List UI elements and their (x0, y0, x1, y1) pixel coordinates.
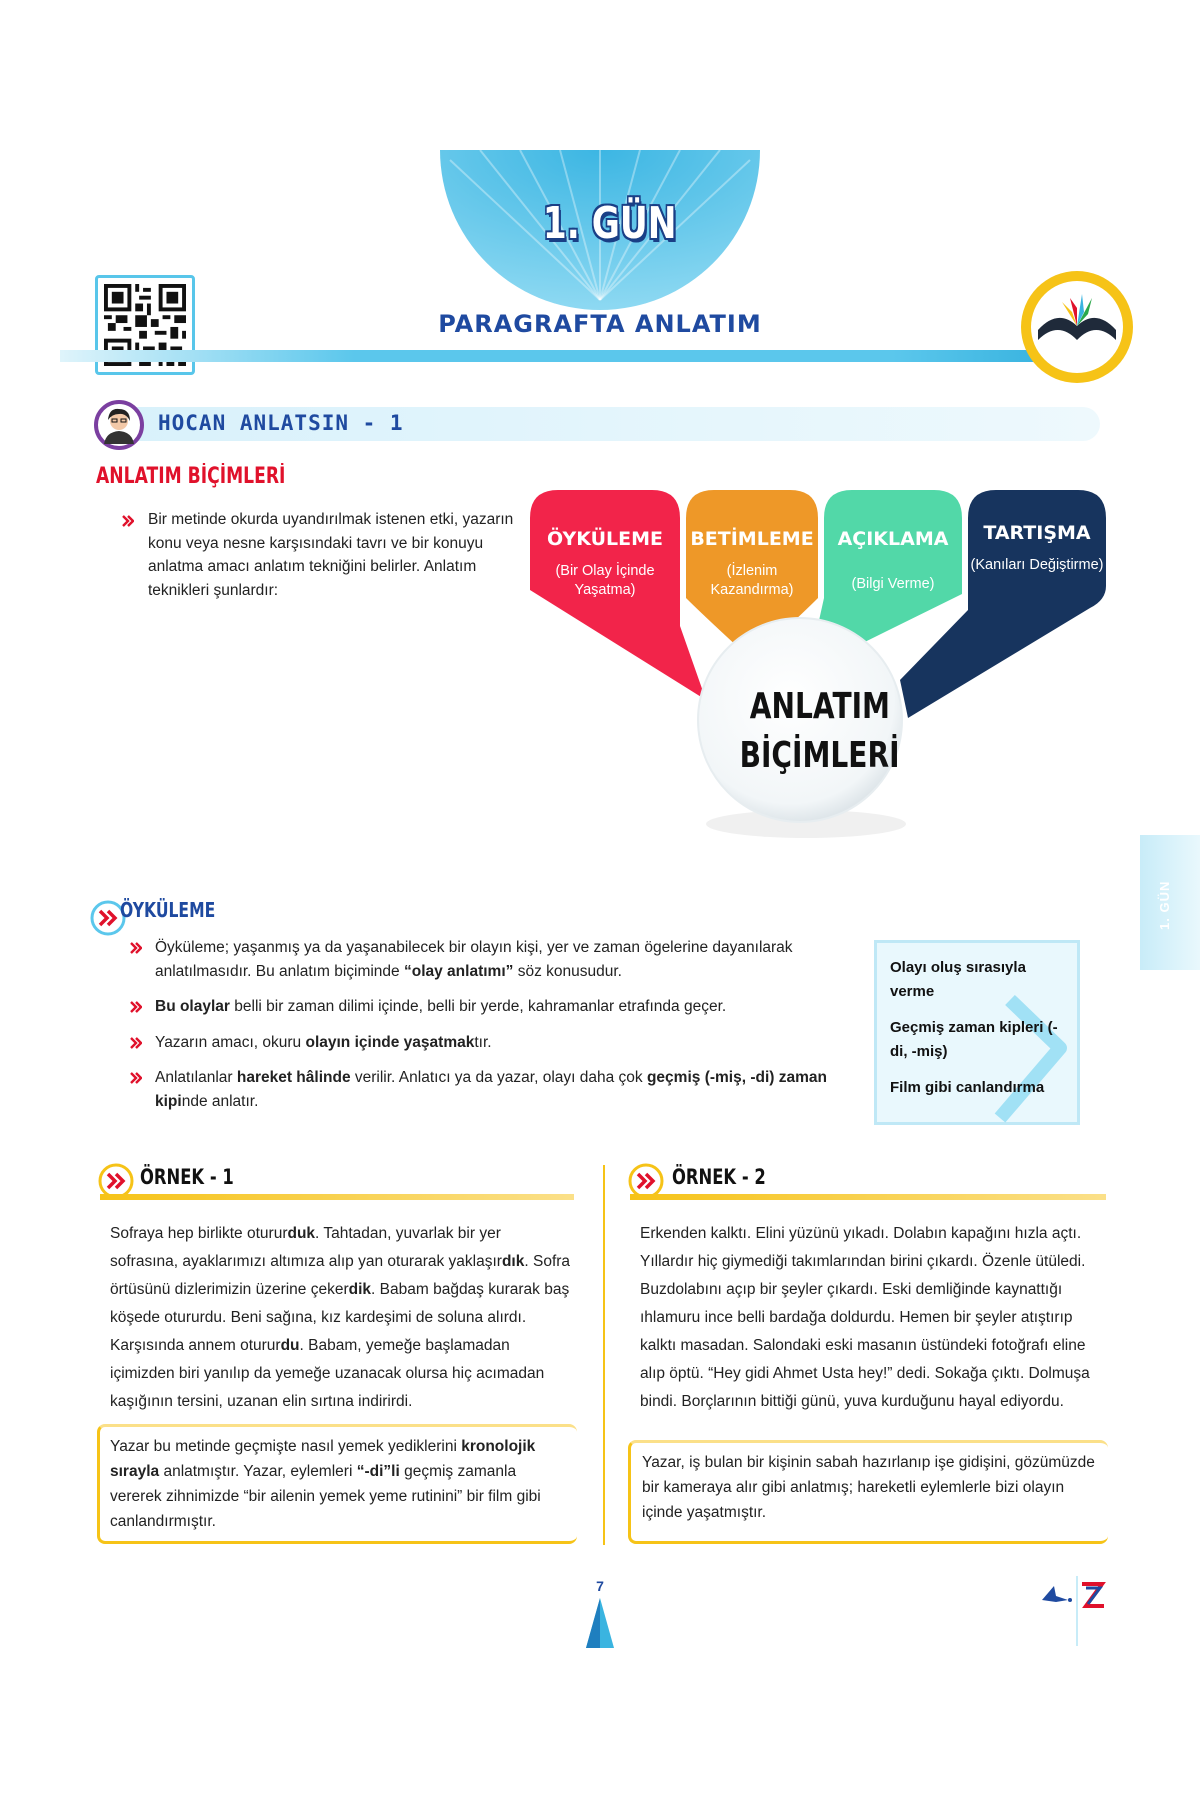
ornek1-title: ÖRNEK - 1 (140, 1165, 234, 1189)
card-oykuleme-label: ÖYKÜLEME (Bir Olay İçinde Yaşatma) (546, 528, 664, 598)
chevron-bullet-icon (130, 942, 142, 954)
hocan-title: HOCAN ANLATSIN - 1 (158, 411, 404, 435)
oykuleme-title: ÖYKÜLEME (120, 898, 216, 922)
day-label: 1. GÜN (543, 198, 677, 249)
book-logo-icon (1018, 268, 1136, 386)
ornek2-body: Erkenden kalktı. Elini yüzünü yıkadı. Dolabın kapağını hızla açtı. Yıllardır hiç giymediği takımlarından birini çıkardı. Özenle ütüledi. Buzdolabını açıp bir şeyler çıkardı. Eski demliğinde kaynattığı ıhlamuru ince belli bardağa doldurdu. Hemen bir şeyler atıştırıp kalktı masadan. Salondaki eski masanın üstündeki fotoğrafı eline alıp öptü. “Hey gidi Ahmet Usta hey!” dedi. Sokağa çıktı. Dolmuşa bindi. Borçlarının bittiği günü, yuva kurduğunu hayal ediyordu. (640, 1225, 1090, 1410)
chevron-bullet-icon (130, 1001, 142, 1013)
side-tab: 1. GÜN (1140, 835, 1200, 970)
card-tartisma-label: TARTIŞMA (Kanıları Değiştirme) (970, 522, 1104, 573)
page-number: 7 (596, 1578, 604, 1594)
ornek1-body: Sofraya hep birlikte otururduk. Tahtadan, yuvarlak bir yer sofrasına, ayaklarımızı altımıza alıp yan oturarak yaklaşırdık. Sofra örtüsünü dizlerimizin üzerine çekerdik. Babam bağdaş kurarak baş köşede otururdu. Beni sağına, kız kardeşimi de soluna alırdı. Karşısında annem otururdu. Babam, yemeğe başlamadan içimizden biri yanılıp da yemeğe uzanacak olursa hiç acımadan kaşığının tersini, uzanan elin sırtına indirirdi. (110, 1225, 571, 1410)
title-underline (60, 350, 1040, 362)
list-item: Öyküleme; yaşanmış ya da yaşanabilecek bir olayın kişi, yer ve zaman ögelerine dayanılarak anlatılmasıdır. Bu anlatım biçiminde “olay anlatımı” söz konusudur. (155, 936, 855, 983)
ornek1-underline (100, 1194, 574, 1200)
oykuleme-list (155, 936, 855, 1125)
chevron-bullet-icon (130, 1037, 142, 1049)
teacher-avatar-icon (94, 400, 146, 450)
summary-point: Olayı oluş sırasıyla verme (890, 959, 1026, 1000)
ornek2-title: ÖRNEK - 2 (672, 1165, 766, 1189)
list-item: Anlatılanlar hareket hâlinde verilir. Anlatıcı ya da yazar, olayı daha çok geçmiş (-miş, -di) zaman kipinde anlatır. (155, 1066, 855, 1113)
ornek2-note: Yazar, iş bulan bir kişinin sabah hazırlanıp işe gidişini, gözümüzde bir kameraya alır gibi anlatmış; hareketli eylemlerle bizi olayın içinde yaşatmıştır. (642, 1454, 1095, 1521)
ornek2-underline (630, 1194, 1106, 1200)
page-title: PARAGRAFTA ANLATIM (438, 310, 762, 338)
chevron-bullet-icon (122, 515, 134, 527)
publisher-logo-icon (1040, 1576, 1112, 1656)
section-title: ANLATIM BİÇİMLERİ (96, 464, 286, 489)
intro-text: Bir metinde okurda uyandırılmak istenen etki, yazarın konu veya nesne karşısındaki tavrı ve bir konuyu anlatma amacı anlatım tekniğini belirler. Anlatım teknikleri şunlardır: (148, 511, 514, 599)
list-item: Bu olaylar belli bir zaman dilimi içinde, belli bir yerde, kahramanlar etrafında geçer. (155, 995, 855, 1019)
chevron-bullet-icon (130, 1072, 142, 1084)
list-item: Yazarın amacı, okuru olayın içinde yaşatmaktır. (155, 1031, 855, 1055)
page-marker-icon (586, 1598, 614, 1648)
diagram-center-label: ANLATIM BİÇİMLERİ (740, 686, 900, 776)
oykuleme-summary (890, 956, 1070, 1112)
card-betimleme-label: BETİMLEME (İzlenim Kazandırma) (690, 528, 814, 598)
summary-point: Geçmiş zaman kipleri (-di, -miş) (890, 1019, 1058, 1060)
summary-point: Film gibi canlandırma (890, 1079, 1045, 1096)
ornek1-note: Yazar bu metinde geçmişte nasıl yemek yediklerini kronolojik sırayla anlatmıştır. Yazar, eylemleri “-di”li geçmiş zamanla vererek zihnimizde “bir ailenin yemek yeme rutinini” bir film gibi canlandırmıştır. (110, 1438, 541, 1530)
column-divider (603, 1165, 605, 1545)
card-aciklama-label: AÇIKLAMA (Bilgi Verme) (837, 528, 949, 592)
